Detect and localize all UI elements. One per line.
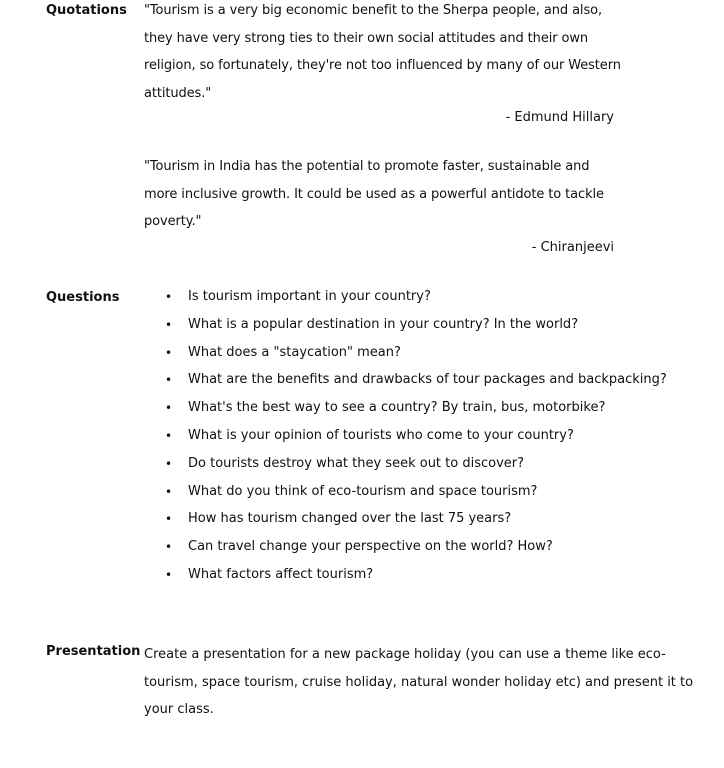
- question-item: [144, 509, 667, 537]
- quotation-1-line-3: religion, so fortunately, they're not too influenced by many of our Western: [144, 58, 621, 73]
- quotation-1-line-1: "Tourism is a very big economic benefit to the Sherpa people, and also,: [144, 3, 602, 18]
- questions-list: [144, 287, 667, 593]
- question-text: What are the benefits and drawbacks of tour packages and backpacking?: [188, 372, 667, 388]
- bullet-icon: •: [165, 540, 173, 555]
- bullet-icon: •: [165, 290, 173, 304]
- question-item: [144, 537, 667, 565]
- question-item: [144, 565, 667, 593]
- quotation-1-line-4: attitudes.": [144, 85, 212, 101]
- quotation-2-line-3: poverty.": [144, 214, 202, 229]
- question-text: Is tourism important in your country?: [188, 289, 431, 304]
- bullet-icon: •: [165, 456, 173, 471]
- question-text: What does a "staycation" mean?: [188, 344, 401, 360]
- quotation-2-author: - Chiranjeevi: [531, 240, 614, 255]
- quotation-2-line-2: more inclusive growth. It could be used as a powerful antidote to tackle: [144, 186, 604, 202]
- question-text: What is your opinion of tourists who come to your country?: [188, 427, 574, 443]
- bullet-icon: •: [165, 484, 173, 499]
- bullet-icon: •: [165, 512, 173, 527]
- question-item: [144, 426, 667, 454]
- presentation-line-3: your class.: [144, 702, 214, 717]
- questions-heading: Questions: [46, 290, 120, 305]
- question-text: Do tourists destroy what they seek out to discover?: [188, 455, 525, 471]
- presentation-line-1: Create a presentation for a new package holiday (you can use a theme like eco-: [144, 647, 666, 662]
- question-item: [144, 287, 667, 315]
- bullet-icon: •: [165, 345, 173, 360]
- quotation-1-line-2: they have very strong ties to their own social attitudes and their own: [144, 30, 589, 46]
- quotation-2-text: [144, 153, 614, 236]
- bullet-icon: •: [165, 373, 173, 388]
- question-item: [144, 454, 667, 482]
- bullet-icon: •: [165, 567, 173, 582]
- question-text: What's the best way to see a country? By train, bus, motorbike?: [188, 400, 606, 416]
- question-item: [144, 398, 667, 426]
- quotation-1-text: [144, 0, 621, 107]
- question-item: [144, 370, 667, 398]
- question-text: Can travel change your perspective on the world? How?: [188, 539, 553, 555]
- presentation-line-2: tourism, space tourism, cruise holiday, natural wonder holiday etc) and present it to: [144, 674, 694, 690]
- question-item: [144, 482, 667, 510]
- question-text: What is a popular destination in your country? In the world?: [188, 316, 579, 332]
- quotation-2-line-1: "Tourism in India has the potential to promote faster, sustainable and: [144, 159, 590, 174]
- question-text: How has tourism changed over the last 75 years?: [188, 511, 512, 527]
- bullet-icon: •: [165, 428, 173, 443]
- question-text: What do you think of eco-tourism and space tourism?: [188, 483, 538, 499]
- bullet-icon: •: [165, 401, 173, 416]
- question-item: [144, 315, 667, 343]
- quotations-heading: Quotations: [46, 3, 127, 18]
- quotation-1-author: - Edmund Hillary: [505, 110, 614, 125]
- question-text: What factors affect tourism?: [188, 566, 374, 582]
- presentation-heading: Presentation: [46, 644, 141, 659]
- presentation-text: [144, 641, 694, 724]
- question-item: [144, 343, 667, 371]
- bullet-icon: •: [165, 317, 173, 332]
